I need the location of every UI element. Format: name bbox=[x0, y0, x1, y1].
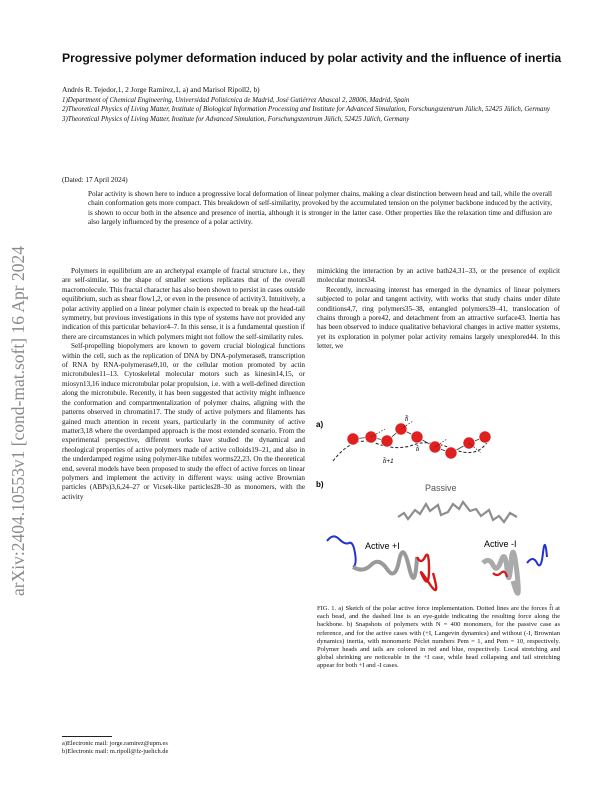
paragraph-continuation: mimicking the interaction by an active bath24,31–33, or the presence of explicit molecular motors34. bbox=[317, 267, 560, 285]
figure-caption: FIG. 1. a) Sketch of the polar active force implementation. Dotted lines are the forces f̂i at each bead, and the dashed line is an eye-guide indicating the resulting force along the backbone. b) Snapshots of polymers with N = 400 monomers, for the passive case as reference, and for the active cases with (+I, Langevin dynamics) and without (-I, Brownian dynamics) inertia, with monomeric Péclet numbers Pem = 1, and Pem = 10, respectively. Polymer heads and tails are colored in red and blue, respectively. Local stretching and global shrinking are noticeable in the +I case, while head collapsing and tail stretching appear for both +I and -I cases. bbox=[317, 605, 560, 670]
affiliations bbox=[62, 96, 562, 124]
authors: Andrés R. Tejedor,1, 2 Jorge Ramírez,1, a) and Marisol Ripoll2, b) bbox=[62, 85, 260, 94]
right-column bbox=[317, 267, 560, 352]
panel-b-label: b) bbox=[316, 480, 324, 489]
label-passive: Passive bbox=[425, 483, 457, 493]
force-label: f̂i bbox=[405, 416, 409, 423]
affiliation-2: 2)Theoretical Physics of Living Matter, Institute of Biological Information Processing and Institute for Advanced Simulation, Forschungszentrum Jülich, 52425 Jülich, Germany bbox=[62, 106, 550, 114]
tangent-label-i: t̂i bbox=[416, 446, 420, 453]
passive-chain bbox=[398, 502, 517, 522]
label-active-plus: Active +I bbox=[365, 541, 400, 551]
monomers bbox=[347, 423, 491, 459]
monomer bbox=[347, 433, 359, 445]
footnote-b: b)Electronic mail: m.ripoll@fz-juelich.de bbox=[62, 748, 169, 755]
figure-1 bbox=[313, 413, 563, 599]
affiliation-1: 1)Department of Chemical Engineering, Universidad Politécnica de Madrid, José Gutiérrez Abascal 2, 28006, Madrid, Spain bbox=[62, 97, 410, 104]
label-active-minus: Active -I bbox=[484, 539, 517, 549]
monomer bbox=[445, 447, 457, 459]
monomer bbox=[381, 435, 393, 447]
paragraph-intro: Polymers in equilibrium are an archetypal example of fractal structure i.e., they are self-similar, so the shape of smaller sections replicates that of the overall macromolecule. This fractal character has also been shown to persist in cases outside equilibrium, such as shear flow1,2, or even in the presence of activity3. Intuitively, a polar activity applied on a linear polymer chain is expected to break up the head-tail symmetry, but previous investigations in this type of systems have not provided any indication of this particular behavior4–7. In this sense, it is a fundamental question if there are circumstances in which polymers might not follow the self-similarity rules. bbox=[62, 267, 305, 341]
footnote-a: a)Electronic mail: jorge.ramirez@upm.es bbox=[62, 740, 168, 747]
body-segment bbox=[353, 552, 417, 578]
head-segment bbox=[417, 555, 436, 590]
monomer bbox=[411, 431, 423, 443]
footnotes bbox=[62, 740, 168, 756]
left-column bbox=[62, 267, 305, 502]
tail-segment bbox=[527, 545, 547, 566]
paragraph-biopolymers: Self-propelling biopolymers are known to govern crucial biological functions within the cell, such as the replication of DNA by DNA-polymerase8, transcription of RNA by RNA-polymerase9,10, or the cellular motion promoted by actin microtubules11–13. Cytoskeletal molecular motors such as kinesin14,15, or miosyn13,16 induce microtubular polar propulsion, i.e. with a well-defined direction along the microtubule. Recently, it has been suggested that activity might influence the conformation and compartmentalization of polymer chains, aligning with the patterns observed in chromatin17. The study of active polymers and filaments has gained much attention in recent years, particularly in the community of active matter3,18 where the overdamped approach is the most extended scenario. From the experimental perspective, different works have studied the dynamical and rheological properties of active polymers made of active colloids19–21, and also in the underdamped regime using polymer-like tubifex worms22,23. On the theoretical end, several models have been proposed to study the effect of active forces on linear polymers and implement the activity in different ways: using active Brownian particles (ABPs)3,6,24–27 or Vicsek-like particles28–30 as monomers, with the activity bbox=[62, 342, 305, 501]
head-segment bbox=[493, 572, 507, 577]
affiliation-3: 3)Theoretical Physics of Living Matter, Institute for Advanced Simulation, Forschungszentrum Jülich, 52425 Jülich, Germany bbox=[62, 115, 410, 123]
paper-title: Progressive polymer deformation induced by polar activity and the influence of inertia bbox=[62, 51, 562, 65]
arxiv-id-text: arXiv:2404.10553v1 [cond-mat.soft] 16 Apr 2024 bbox=[8, 246, 28, 596]
footnote-rule bbox=[62, 736, 112, 737]
abstract: Polar activity is shown here to induce a progressive local deformation of linear polymer chains, making a clear distinction between head and tail, while the overall chain conformation gets more compact. This breakdown of self-similarity, provoked by the accumulated tension on the polymer backbone induced by the activity, is shown to occur both in the absence and presence of inertia, although it is stronger in the latter case. Other properties like the relaxation time and diffusion are also largely influenced by the presence of a polar activity. bbox=[88, 190, 552, 227]
tail-segment bbox=[327, 536, 356, 567]
paragraph-recent: Recently, increasing interest has emerged in the dynamics of linear polymers subjected to polar and tangent activity, with works that study chains under dilute conditions4,7, ring polymers35–38, entangled polymers39–41, translocation of chains through a pore42, and detachment from an attractive surface43. Inertia has has been observed to induce qualitative behavioral changes in active matter systems, yet its exploration in polymer polar activity remains largely unexplored44. In this letter, we bbox=[317, 285, 560, 351]
date-line: (Dated: 17 April 2024) bbox=[62, 176, 128, 184]
panel-a-label: a) bbox=[316, 420, 324, 429]
active-minus-chain bbox=[483, 545, 547, 593]
active-chain-sketch bbox=[333, 415, 491, 465]
monomer bbox=[479, 431, 491, 443]
tangent-label-i1: t̂i+1 bbox=[383, 458, 394, 465]
